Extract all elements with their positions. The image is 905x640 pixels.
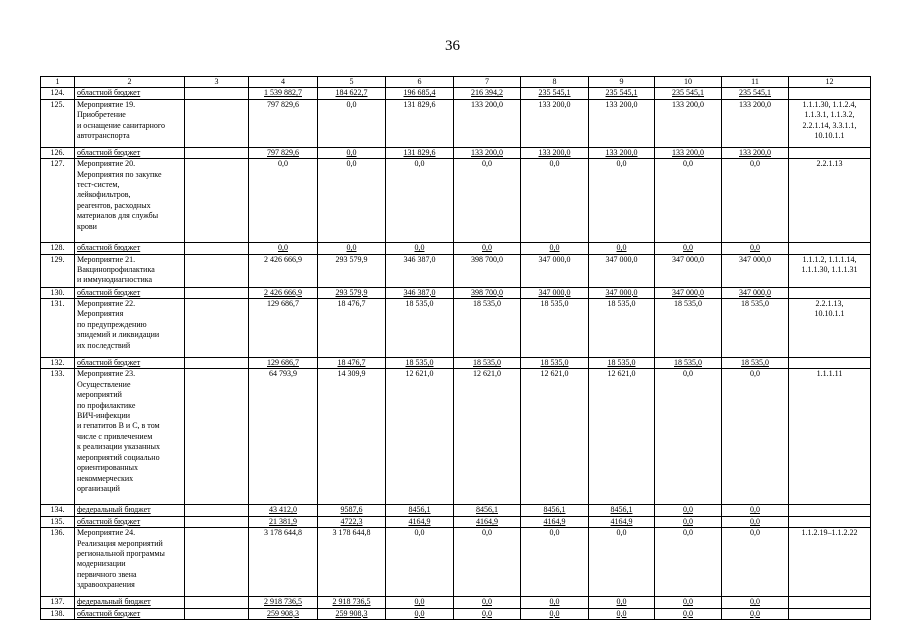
- amount-cell: 12 621,0: [521, 369, 589, 505]
- amount-cell: 18 535,0: [454, 358, 521, 369]
- amount-cell: 18 535,0: [722, 358, 789, 369]
- amount-cell: 0,0: [521, 597, 589, 608]
- activity-row: [41, 254, 871, 287]
- indicator-code-cell: 1.1.1.11: [789, 369, 871, 505]
- row-number-cell: 136.: [41, 528, 75, 597]
- amount-cell: 0,0: [655, 505, 722, 516]
- amount-cell: 0,0: [249, 159, 318, 243]
- amount-cell: 18 535,0: [386, 299, 454, 358]
- amount-cell: 0,0: [454, 528, 521, 597]
- amount-cell: 0,0: [386, 243, 454, 254]
- amount-cell: 0,0: [655, 608, 722, 619]
- amount-cell: 0,0: [318, 159, 386, 243]
- column-3-cell: [185, 358, 249, 369]
- amount-cell: 133 200,0: [722, 147, 789, 158]
- budget-source-row: [41, 88, 871, 99]
- amount-cell: 0,0: [521, 243, 589, 254]
- budget-source-row: [41, 516, 871, 527]
- column-3-cell: [185, 299, 249, 358]
- row-number-cell: 134.: [41, 505, 75, 516]
- column-header: 11: [722, 77, 789, 88]
- indicator-code-cell: 2.2.1.13: [789, 159, 871, 243]
- amount-cell: 18 535,0: [589, 358, 655, 369]
- amount-cell: 133 200,0: [589, 147, 655, 158]
- amount-cell: 0,0: [589, 159, 655, 243]
- amount-cell: 14 309,9: [318, 369, 386, 505]
- indicator-code-cell: [789, 597, 871, 608]
- amount-cell: 347 000,0: [722, 287, 789, 298]
- amount-cell: 0,0: [655, 243, 722, 254]
- amount-cell: 346 387,0: [386, 287, 454, 298]
- amount-cell: 0,0: [318, 147, 386, 158]
- amount-cell: 0,0: [655, 528, 722, 597]
- amount-cell: 398 700,0: [454, 254, 521, 287]
- amount-cell: 797 829,6: [249, 147, 318, 158]
- amount-cell: 2 426 666,9: [249, 254, 318, 287]
- column-3-cell: [185, 516, 249, 527]
- amount-cell: 18 476,7: [318, 299, 386, 358]
- amount-cell: 235 545,1: [589, 88, 655, 99]
- indicator-code-cell: [789, 608, 871, 619]
- budget-source-row: [41, 597, 871, 608]
- activity-row: [41, 299, 871, 358]
- amount-cell: 0,0: [454, 608, 521, 619]
- row-number-cell: 124.: [41, 88, 75, 99]
- budget-source-cell: областной бюджет: [75, 243, 185, 254]
- column-number-row: [41, 77, 871, 88]
- column-3-cell: [185, 99, 249, 147]
- amount-cell: 12 621,0: [386, 369, 454, 505]
- budget-source-row: [41, 358, 871, 369]
- amount-cell: 4164,9: [521, 516, 589, 527]
- budget-source-cell: федеральный бюджет: [75, 505, 185, 516]
- indicator-code-cell: [789, 88, 871, 99]
- activity-row: [41, 99, 871, 147]
- column-header: 9: [589, 77, 655, 88]
- column-3-cell: [185, 88, 249, 99]
- activity-name-cell: Мероприятие 19. Приобретение и оснащение санитарного автотранспорта: [75, 99, 185, 147]
- amount-cell: 0,0: [589, 243, 655, 254]
- row-number-cell: 129.: [41, 254, 75, 287]
- column-3-cell: [185, 287, 249, 298]
- indicator-code-cell: [789, 505, 871, 516]
- budget-table: [40, 76, 871, 620]
- amount-cell: 18 535,0: [521, 299, 589, 358]
- amount-cell: 21 381,9: [249, 516, 318, 527]
- amount-cell: 133 200,0: [722, 99, 789, 147]
- indicator-code-cell: [789, 287, 871, 298]
- amount-cell: 0,0: [318, 99, 386, 147]
- amount-cell: 2 426 666,9: [249, 287, 318, 298]
- indicator-code-cell: [789, 147, 871, 158]
- amount-cell: 184 622,7: [318, 88, 386, 99]
- amount-cell: 129 686,7: [249, 299, 318, 358]
- column-header: 6: [386, 77, 454, 88]
- amount-cell: 133 200,0: [521, 147, 589, 158]
- amount-cell: 797 829,6: [249, 99, 318, 147]
- amount-cell: 4164,9: [454, 516, 521, 527]
- amount-cell: 0,0: [386, 608, 454, 619]
- amount-cell: 0,0: [454, 597, 521, 608]
- row-number-cell: 138.: [41, 608, 75, 619]
- amount-cell: 398 700,0: [454, 287, 521, 298]
- amount-cell: 0,0: [318, 243, 386, 254]
- amount-cell: 0,0: [722, 243, 789, 254]
- activity-name-cell: Мероприятие 24. Реализация мероприятий региональной программы модернизации первичного звена здравоохранения: [75, 528, 185, 597]
- amount-cell: 347 000,0: [655, 287, 722, 298]
- activity-row: [41, 528, 871, 597]
- amount-cell: 0,0: [589, 528, 655, 597]
- amount-cell: 18 535,0: [386, 358, 454, 369]
- column-header: 5: [318, 77, 386, 88]
- amount-cell: 347 000,0: [722, 254, 789, 287]
- amount-cell: 347 000,0: [521, 287, 589, 298]
- amount-cell: 64 793,9: [249, 369, 318, 505]
- column-3-cell: [185, 608, 249, 619]
- amount-cell: 3 178 644,8: [318, 528, 386, 597]
- amount-cell: 0,0: [454, 243, 521, 254]
- row-number-cell: 126.: [41, 147, 75, 158]
- amount-cell: 235 545,1: [722, 88, 789, 99]
- column-3-cell: [185, 505, 249, 516]
- column-3-cell: [185, 369, 249, 505]
- amount-cell: 18 535,0: [722, 299, 789, 358]
- amount-cell: 43 412,0: [249, 505, 318, 516]
- row-number-cell: 135.: [41, 516, 75, 527]
- amount-cell: 0,0: [722, 608, 789, 619]
- amount-cell: 0,0: [386, 597, 454, 608]
- budget-source-row: [41, 287, 871, 298]
- amount-cell: 129 686,7: [249, 358, 318, 369]
- budget-source-cell: областной бюджет: [75, 516, 185, 527]
- budget-source-row: [41, 243, 871, 254]
- amount-cell: 4722,3: [318, 516, 386, 527]
- amount-cell: 0,0: [249, 243, 318, 254]
- amount-cell: 0,0: [655, 516, 722, 527]
- amount-cell: 0,0: [589, 597, 655, 608]
- amount-cell: 0,0: [655, 159, 722, 243]
- row-number-cell: 128.: [41, 243, 75, 254]
- row-number-cell: 133.: [41, 369, 75, 505]
- amount-cell: 8456,1: [589, 505, 655, 516]
- activity-name-cell: Мероприятие 23. Осуществление мероприятий по профилактике ВИЧ-инфекции и гепатитов В и С, в том числе с привлечением к реализации указанных мероприятий социально ориентированных некоммерческих организаций: [75, 369, 185, 505]
- budget-source-cell: областной бюджет: [75, 147, 185, 158]
- amount-cell: 18 535,0: [454, 299, 521, 358]
- amount-cell: 235 545,1: [655, 88, 722, 99]
- amount-cell: 18 535,0: [655, 299, 722, 358]
- amount-cell: 0,0: [722, 159, 789, 243]
- amount-cell: 12 621,0: [589, 369, 655, 505]
- amount-cell: 216 394,2: [454, 88, 521, 99]
- column-header: 3: [185, 77, 249, 88]
- indicator-code-cell: 1.1.1.2, 1.1.1.14, 1.1.1.30, 1.1.1.31: [789, 254, 871, 287]
- amount-cell: 0,0: [655, 369, 722, 505]
- activity-name-cell: Мероприятие 22. Мероприятия по предупреждению эпидемий и ликвидации их последствий: [75, 299, 185, 358]
- indicator-code-cell: 1.1.2.19–1.1.2.22: [789, 528, 871, 597]
- amount-cell: 4164,9: [589, 516, 655, 527]
- budget-source-cell: областной бюджет: [75, 608, 185, 619]
- column-header: 4: [249, 77, 318, 88]
- column-header: 7: [454, 77, 521, 88]
- indicator-code-cell: 2.2.1.13, 10.10.1.1: [789, 299, 871, 358]
- amount-cell: 1 539 882,7: [249, 88, 318, 99]
- budget-source-cell: областной бюджет: [75, 287, 185, 298]
- column-header: 10: [655, 77, 722, 88]
- indicator-code-cell: [789, 516, 871, 527]
- column-header: 1: [41, 77, 75, 88]
- indicator-code-cell: [789, 358, 871, 369]
- row-number-cell: 137.: [41, 597, 75, 608]
- row-number-cell: 127.: [41, 159, 75, 243]
- budget-source-cell: областной бюджет: [75, 88, 185, 99]
- amount-cell: 12 621,0: [454, 369, 521, 505]
- amount-cell: 9587,6: [318, 505, 386, 516]
- amount-cell: 347 000,0: [521, 254, 589, 287]
- amount-cell: 18 535,0: [521, 358, 589, 369]
- column-3-cell: [185, 254, 249, 287]
- amount-cell: 0,0: [722, 516, 789, 527]
- row-number-cell: 125.: [41, 99, 75, 147]
- amount-cell: 133 200,0: [454, 99, 521, 147]
- amount-cell: 0,0: [655, 597, 722, 608]
- budget-source-row: [41, 608, 871, 619]
- amount-cell: 18 535,0: [655, 358, 722, 369]
- amount-cell: 0,0: [722, 597, 789, 608]
- amount-cell: 18 476,7: [318, 358, 386, 369]
- row-number-cell: 132.: [41, 358, 75, 369]
- amount-cell: 196 685,4: [386, 88, 454, 99]
- amount-cell: 0,0: [521, 608, 589, 619]
- amount-cell: 133 200,0: [655, 99, 722, 147]
- column-3-cell: [185, 147, 249, 158]
- column-3-cell: [185, 159, 249, 243]
- amount-cell: 8456,1: [454, 505, 521, 516]
- amount-cell: 4164,9: [386, 516, 454, 527]
- budget-source-row: [41, 147, 871, 158]
- amount-cell: 347 000,0: [655, 254, 722, 287]
- amount-cell: 0,0: [722, 505, 789, 516]
- amount-cell: 0,0: [386, 159, 454, 243]
- amount-cell: 347 000,0: [589, 254, 655, 287]
- row-number-cell: 131.: [41, 299, 75, 358]
- amount-cell: 259 908,3: [249, 608, 318, 619]
- amount-cell: 235 545,1: [521, 88, 589, 99]
- amount-cell: 293 579,9: [318, 254, 386, 287]
- amount-cell: 133 200,0: [521, 99, 589, 147]
- column-3-cell: [185, 243, 249, 254]
- amount-cell: 0,0: [521, 159, 589, 243]
- amount-cell: 346 387,0: [386, 254, 454, 287]
- amount-cell: 133 200,0: [589, 99, 655, 147]
- amount-cell: 2 918 736,5: [318, 597, 386, 608]
- amount-cell: 0,0: [521, 528, 589, 597]
- page-number: 36: [445, 38, 460, 54]
- amount-cell: 347 000,0: [589, 287, 655, 298]
- activity-row: [41, 159, 871, 243]
- amount-cell: 8456,1: [521, 505, 589, 516]
- budget-source-row: [41, 505, 871, 516]
- amount-cell: 259 908,3: [318, 608, 386, 619]
- amount-cell: 293 579,9: [318, 287, 386, 298]
- row-number-cell: 130.: [41, 287, 75, 298]
- budget-source-cell: федеральный бюджет: [75, 597, 185, 608]
- amount-cell: 0,0: [386, 528, 454, 597]
- activity-name-cell: Мероприятие 21. Вакцинопрофилактика и иммунодиагностика: [75, 254, 185, 287]
- amount-cell: 0,0: [589, 608, 655, 619]
- amount-cell: 131 829,6: [386, 147, 454, 158]
- amount-cell: 131 829,6: [386, 99, 454, 147]
- amount-cell: 0,0: [722, 369, 789, 505]
- column-header: 12: [789, 77, 871, 88]
- amount-cell: 133 200,0: [454, 147, 521, 158]
- indicator-code-cell: [789, 243, 871, 254]
- column-3-cell: [185, 528, 249, 597]
- amount-cell: 0,0: [722, 528, 789, 597]
- column-header: 2: [75, 77, 185, 88]
- indicator-code-cell: 1.1.1.30, 1.1.2.4, 1.1.3.1, 1.1.3.2, 2.2.1.14, 3.3.1.1, 10.10.1.1: [789, 99, 871, 147]
- budget-source-cell: областной бюджет: [75, 358, 185, 369]
- activity-name-cell: Мероприятие 20. Мероприятия по закупке тест-систем, лейкофильтров, реагентов, расходных материалов для службы крови: [75, 159, 185, 243]
- amount-cell: 0,0: [454, 159, 521, 243]
- amount-cell: 8456,1: [386, 505, 454, 516]
- amount-cell: 133 200,0: [655, 147, 722, 158]
- column-3-cell: [185, 597, 249, 608]
- amount-cell: 3 178 644,8: [249, 528, 318, 597]
- activity-row: [41, 369, 871, 505]
- amount-cell: 18 535,0: [589, 299, 655, 358]
- column-header: 8: [521, 77, 589, 88]
- amount-cell: 2 918 736,5: [249, 597, 318, 608]
